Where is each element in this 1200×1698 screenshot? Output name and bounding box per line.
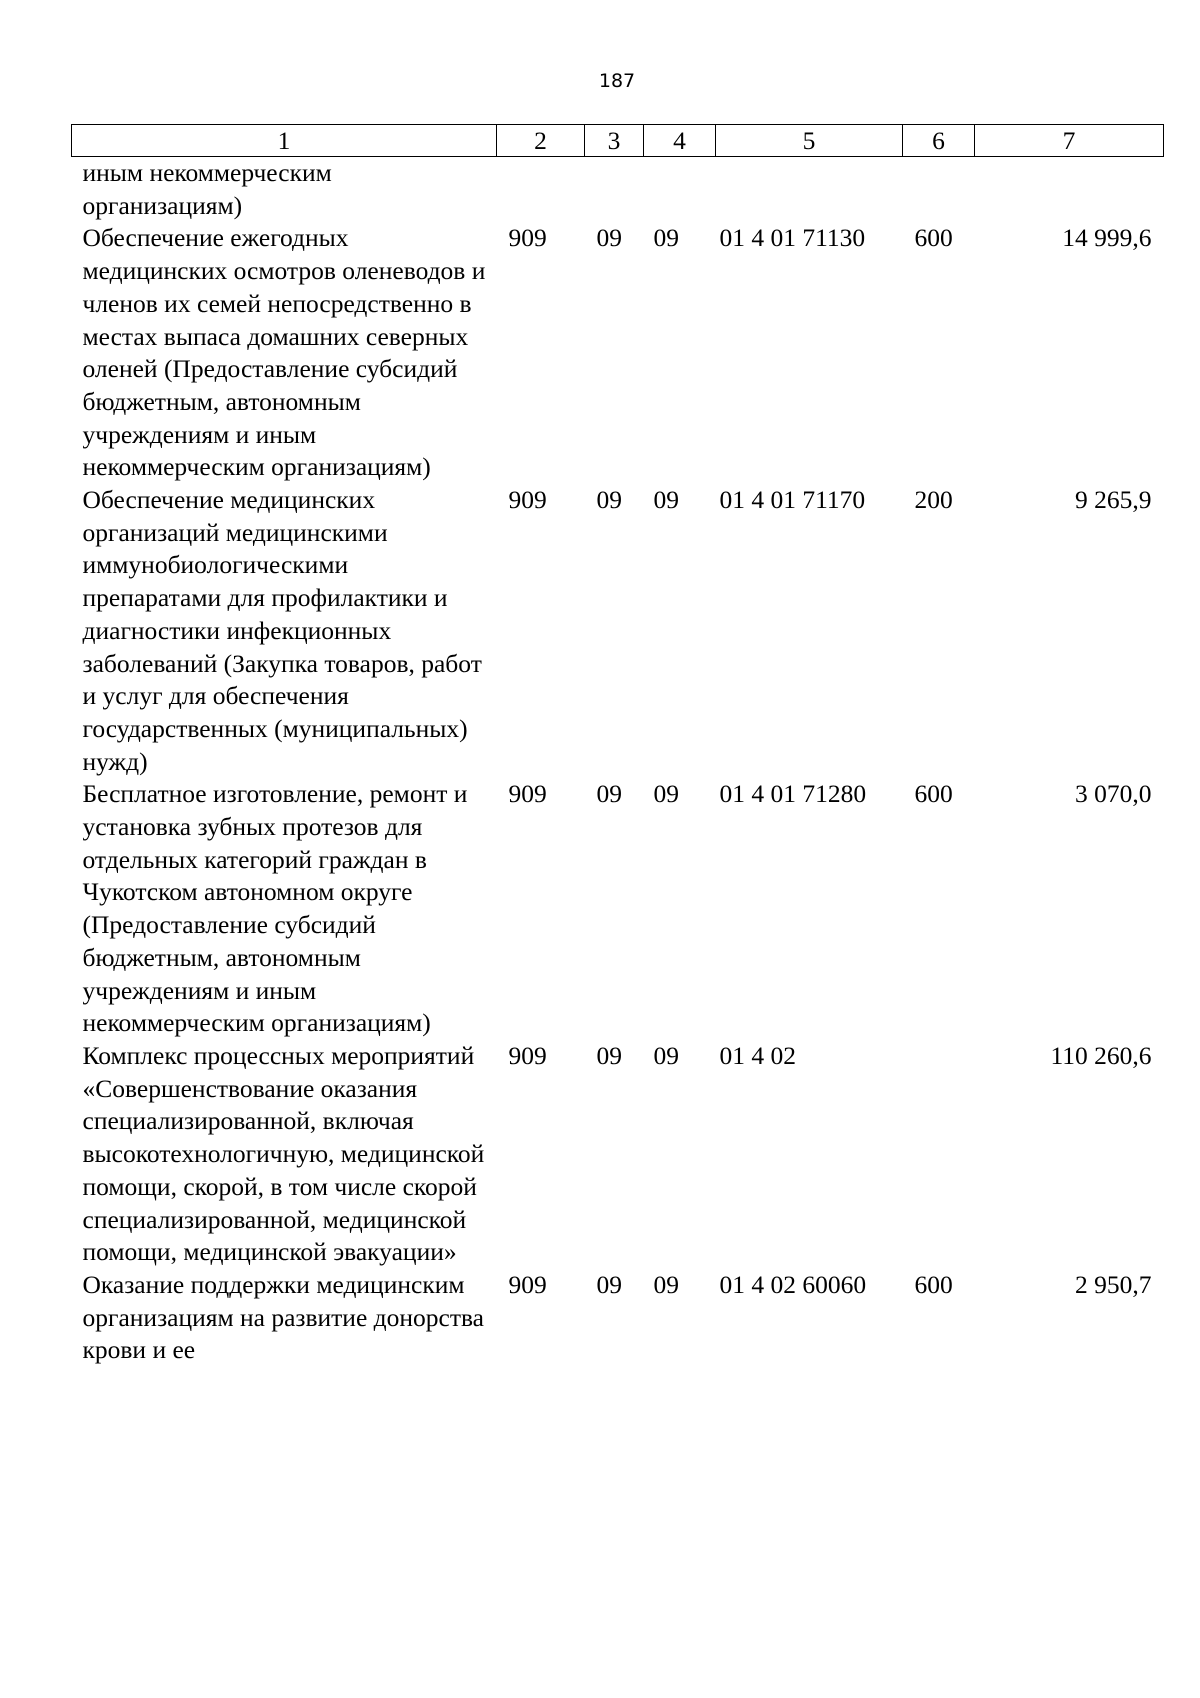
row-name: Комплекс процессных мероприятий «Совершенствование оказания специализированной, включая высокотехнологичную, медицинской помощи, скорой, в том числе скорой специализированной, медицинской помощи, медицинской эвакуации» <box>82 1040 485 1267</box>
row-target-article: 01 4 01 71130 <box>719 223 866 253</box>
header-row <box>72 125 1164 157</box>
row-ministry: 909 <box>508 485 547 515</box>
row-amount: 14 999,6 <box>1062 223 1152 253</box>
budget-table <box>71 124 1164 1367</box>
row-section: 09 <box>596 223 622 253</box>
row-section: 09 <box>596 485 622 515</box>
header-col-7: 7 <box>975 125 1164 157</box>
row-expense-type: 600 <box>914 1269 953 1299</box>
row-expense-type: 600 <box>914 779 953 809</box>
row-name: иным некоммерческим организациям) <box>82 158 332 220</box>
row-ministry: 909 <box>508 1269 547 1299</box>
table-row <box>72 157 1164 223</box>
row-target-article <box>716 157 903 223</box>
header-col-3: 3 <box>585 125 644 157</box>
row-name: Обеспечение ежегодных медицинских осмотров оленеводов и членов их семей непосредственно в местах выпаса домашних северных оленей (Предоставление субсидий бюджетным, автономным учреждениям и иным некоммерческим организациям) <box>82 223 486 482</box>
header-col-2: 2 <box>497 125 585 157</box>
table-row <box>72 1269 1164 1367</box>
row-ministry: 909 <box>508 1040 547 1070</box>
row-target-article: 01 4 01 71280 <box>719 779 867 809</box>
row-section <box>585 157 644 223</box>
row-target-article: 01 4 01 71170 <box>719 485 866 515</box>
row-subsection <box>644 157 716 223</box>
page-number: 187 <box>598 70 636 92</box>
table-row <box>72 1040 1164 1269</box>
row-section: 09 <box>596 1040 622 1070</box>
row-amount: 9 265,9 <box>1075 485 1152 515</box>
row-subsection: 09 <box>653 223 679 253</box>
row-ministry: 909 <box>508 779 547 809</box>
row-amount: 2 950,7 <box>1075 1269 1152 1299</box>
row-target-article: 01 4 02 <box>719 1040 796 1070</box>
header-col-6: 6 <box>903 125 975 157</box>
row-subsection: 09 <box>653 1040 679 1070</box>
row-expense-type <box>903 157 975 223</box>
row-subsection: 09 <box>653 485 679 515</box>
row-section: 09 <box>596 779 622 809</box>
row-expense-type <box>903 1040 975 1269</box>
table-row <box>72 222 1164 484</box>
row-name: Бесплатное изготовление, ремонт и установка зубных протезов для отдельных категорий граждан в Чукотском автономном округе (Предоставление субсидий бюджетным, автономным учреждениям и иным некоммерческим организациям) <box>82 779 468 1038</box>
header-col-1: 1 <box>72 125 497 157</box>
row-ministry <box>497 157 585 223</box>
row-ministry: 909 <box>508 223 547 253</box>
row-target-article: 01 4 02 60060 <box>719 1269 867 1299</box>
row-expense-type: 600 <box>914 223 953 253</box>
header-col-5: 5 <box>716 125 903 157</box>
row-name: Оказание поддержки медицинским организациям на развитие донорства крови и ее <box>82 1269 485 1365</box>
row-subsection: 09 <box>653 779 679 809</box>
table-row <box>72 778 1164 1040</box>
row-section: 09 <box>596 1269 622 1299</box>
header-col-4: 4 <box>644 125 716 157</box>
row-subsection: 09 <box>653 1269 679 1299</box>
table-body <box>72 157 1164 1368</box>
row-amount <box>975 157 1164 223</box>
table-row <box>72 484 1164 778</box>
table-header <box>72 125 1164 157</box>
row-amount: 3 070,0 <box>1075 779 1152 809</box>
row-name: Обеспечение медицинских организаций медицинскими иммунобиологическими препаратами для профилактики и диагностики инфекционных заболеваний (Закупка товаров, работ и услуг для обеспечения государственных (муниципальных) нужд) <box>82 485 482 776</box>
row-expense-type: 200 <box>914 485 953 515</box>
row-amount: 110 260,6 <box>1050 1040 1152 1070</box>
